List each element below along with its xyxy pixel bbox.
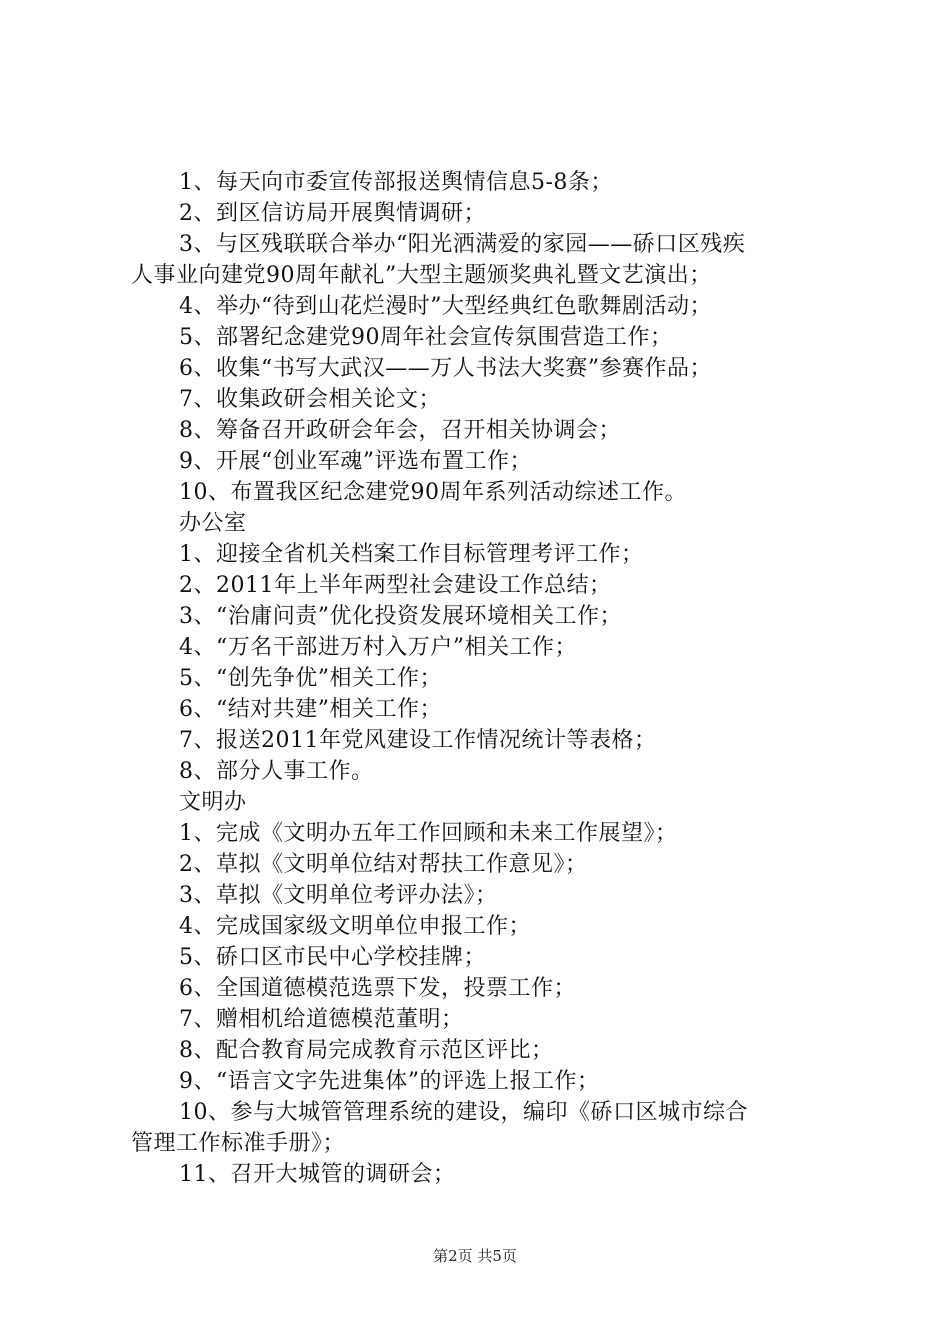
text-line: 8、部分人事工作。 (179, 759, 374, 784)
text-line: 2、2011年上半年两型社会建设工作总结； (179, 573, 612, 598)
text-line: 6、全国道德模范选票下发，投票工作； (179, 976, 576, 1001)
text-line: 7、报送2011年党风建设工作情况统计等表格； (179, 728, 657, 753)
section-heading: 办公室 (179, 511, 247, 536)
text-line: 1、完成《文明办五年工作回顾和未来工作展望》； (179, 821, 678, 846)
text-line: 4、完成国家级文明单位申报工作； (179, 914, 531, 939)
text-line: 10、布置我区纪念建党90周年系列活动综述工作。 (179, 480, 687, 505)
text-line: 1、每天向市委宣传部报送舆情信息5-8条； (179, 170, 613, 195)
text-line: 4、举办“待到山花烂漫时”大型经典红色歌舞剧活动； (179, 294, 712, 319)
text-line: 3、与区残联联合举办“阳光洒满爱的家园——硚口区残疾 (179, 232, 746, 257)
text-line: 3、“治庸问责”优化投资发展环境相关工作； (179, 604, 622, 629)
text-line: 7、赠相机给道德模范董明； (179, 1007, 464, 1032)
text-line: 7、收集政研会相关论文； (179, 387, 441, 412)
text-line: 管理工作标准手册》； (131, 1131, 346, 1156)
text-line: 6、“结对共建”相关工作； (179, 697, 442, 722)
text-line: 2、草拟《文明单位结对帮扶工作意见》； (179, 852, 588, 877)
text-line: 2、到区信访局开展舆情调研； (179, 201, 486, 226)
text-line: 8、筹备召开政研会年会，召开相关协调会； (179, 418, 621, 443)
text-line: 9、开展“创业军魂”评选布置工作； (179, 449, 532, 474)
page-footer: 第2页 共5页 (433, 1247, 517, 1265)
text-line: 11、召开大城管的调研会； (179, 1162, 456, 1187)
text-line: 1、迎接全省机关档案工作目标管理考评工作； (179, 542, 644, 567)
section-heading: 文明办 (179, 790, 247, 815)
text-line: 5、“创先争优”相关工作； (179, 666, 442, 691)
text-line: 3、草拟《文明单位考评办法》； (179, 883, 498, 908)
text-line: 5、硚口区市民中心学校挂牌； (179, 945, 486, 970)
text-line: 10、参与大城管管理系统的建设，编印《硚口区城市综合 (179, 1100, 748, 1125)
text-line: 9、“语言文字先进集体”的评选上报工作； (179, 1069, 600, 1094)
text-line: 人事业向建党90周年献礼”大型主题颁奖典礼暨文艺演出； (131, 263, 712, 288)
text-line: 8、配合教育局完成教育示范区评比； (179, 1038, 554, 1063)
text-line: 5、部署纪念建党90周年社会宣传氛围营造工作； (179, 325, 673, 350)
text-line: 6、收集“书写大武汉——万人书法大奖赛”参赛作品； (179, 356, 712, 381)
document-body (131, 167, 831, 1190)
text-line: 4、“万名干部进万村入万户”相关工作； (179, 635, 577, 660)
